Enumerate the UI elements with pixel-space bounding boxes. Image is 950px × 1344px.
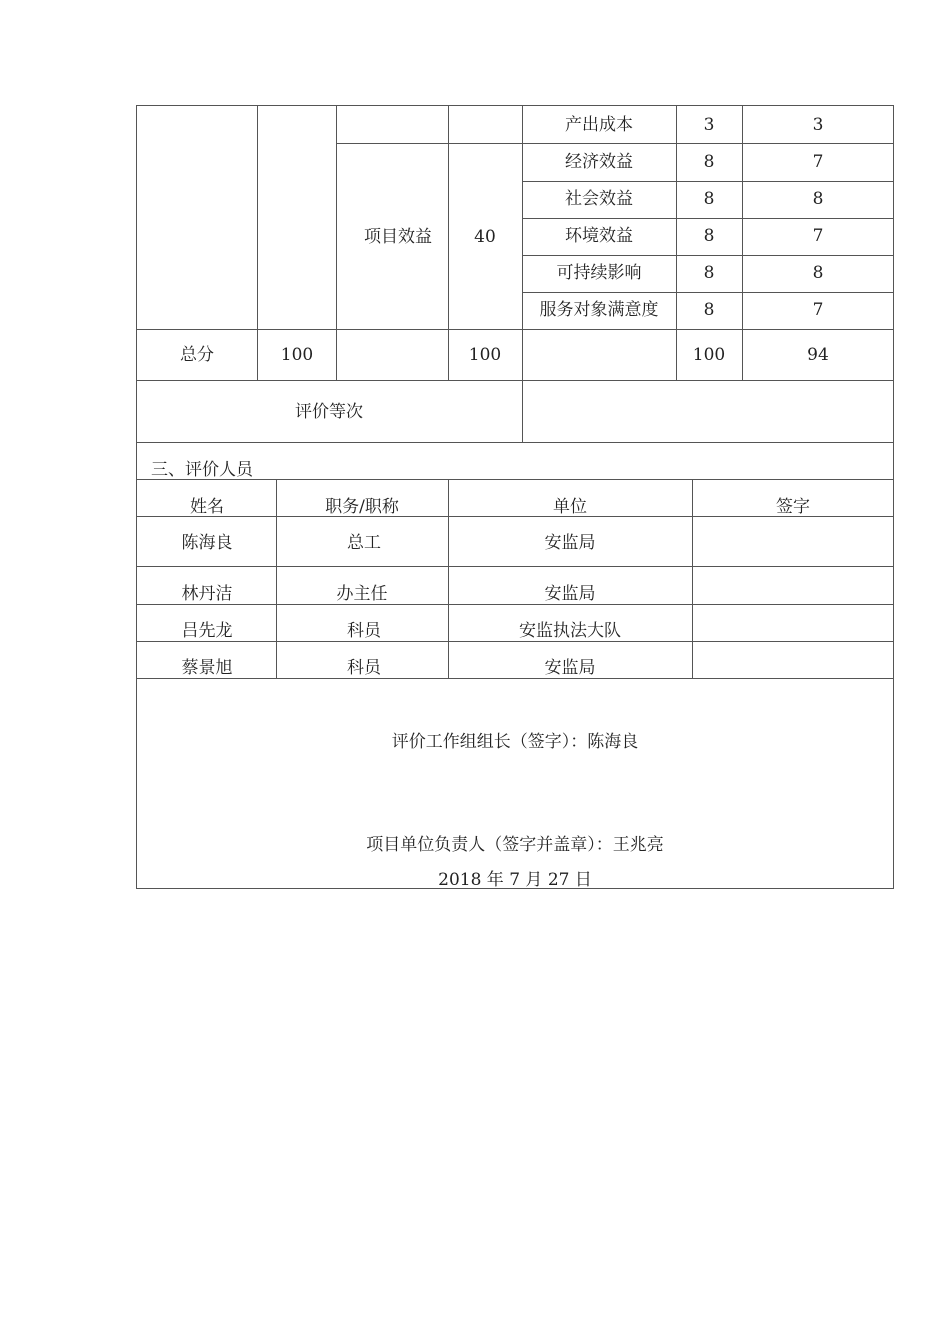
header-sign: 签字: [776, 497, 810, 517]
total-score: 94: [807, 345, 829, 365]
score-cell: 8: [812, 189, 824, 209]
score-cell: 3: [812, 115, 824, 135]
score-cell: 7: [812, 300, 824, 320]
rule: [522, 218, 894, 219]
rule: [742, 105, 743, 380]
indicator-cell: 服务对象满意度: [539, 300, 659, 320]
indicator-cell: 可持续影响: [556, 263, 642, 283]
rule: [136, 604, 894, 605]
rule: [522, 255, 894, 256]
rule: [448, 105, 449, 380]
evaluator-title: 科员: [347, 658, 381, 678]
indicator-cell: 社会效益: [565, 189, 633, 209]
evaluator-name: 陈海良: [181, 533, 233, 553]
score-cell: 8: [812, 263, 824, 283]
weight-cell: 8: [703, 300, 715, 320]
total-value: 100: [280, 345, 314, 365]
rule: [336, 143, 522, 144]
rule: [136, 442, 894, 443]
rule: [522, 105, 523, 442]
rule: [676, 105, 677, 380]
indicator-cell: 产出成本: [565, 115, 633, 135]
score-cell: 7: [812, 226, 824, 246]
rule: [522, 292, 894, 293]
weight-cell: 8: [703, 226, 715, 246]
evaluator-name: 林丹洁: [181, 584, 233, 604]
weight-cell: 8: [703, 189, 715, 209]
rule: [692, 479, 693, 678]
grade-label: 评价等次: [295, 402, 363, 422]
header-unit: 单位: [553, 497, 587, 517]
evaluator-unit: 安监执法大队: [519, 621, 621, 641]
signoff-date: 2018 年 7 月 27 日: [438, 870, 592, 890]
weight-cell: 3: [703, 115, 715, 135]
indicator-cell: 经济效益: [565, 152, 633, 172]
header-name: 姓名: [190, 497, 224, 517]
evaluator-unit: 安监局: [544, 533, 596, 553]
evaluator-title: 办主任: [336, 584, 388, 604]
evaluator-name: 吕先龙: [181, 621, 233, 641]
group-weight: 40: [474, 227, 496, 247]
evaluator-title: 科员: [347, 621, 381, 641]
evaluator-title: 总工: [347, 533, 381, 553]
total-label: 总分: [180, 345, 214, 365]
rule: [136, 678, 894, 679]
rule: [522, 143, 894, 144]
section-title: 三、评价人员: [151, 460, 253, 480]
weight-cell: 8: [703, 152, 715, 172]
rule: [136, 641, 894, 642]
total-value: 100: [692, 345, 726, 365]
indicator-cell: 环境效益: [565, 226, 633, 246]
evaluator-unit: 安监局: [544, 584, 596, 604]
score-cell: 7: [812, 152, 824, 172]
leader-signature-line: 评价工作组组长（签字）：陈海良: [391, 732, 639, 752]
header-title: 职务/职称: [325, 497, 399, 517]
responsible-signature-line: 项目单位负责人（签字并盖章）：王兆亮: [366, 835, 664, 855]
rule: [136, 329, 894, 330]
group-label: 项目效益: [364, 227, 432, 247]
evaluator-unit: 安监局: [544, 658, 596, 678]
weight-cell: 8: [703, 263, 715, 283]
rule: [522, 181, 894, 182]
rule: [257, 105, 258, 380]
rule: [276, 479, 277, 678]
rule: [448, 479, 449, 678]
evaluator-name: 蔡景旭: [181, 658, 233, 678]
rule: [336, 105, 337, 380]
rule: [136, 566, 894, 567]
total-value: 100: [468, 345, 502, 365]
rule: [136, 380, 894, 381]
